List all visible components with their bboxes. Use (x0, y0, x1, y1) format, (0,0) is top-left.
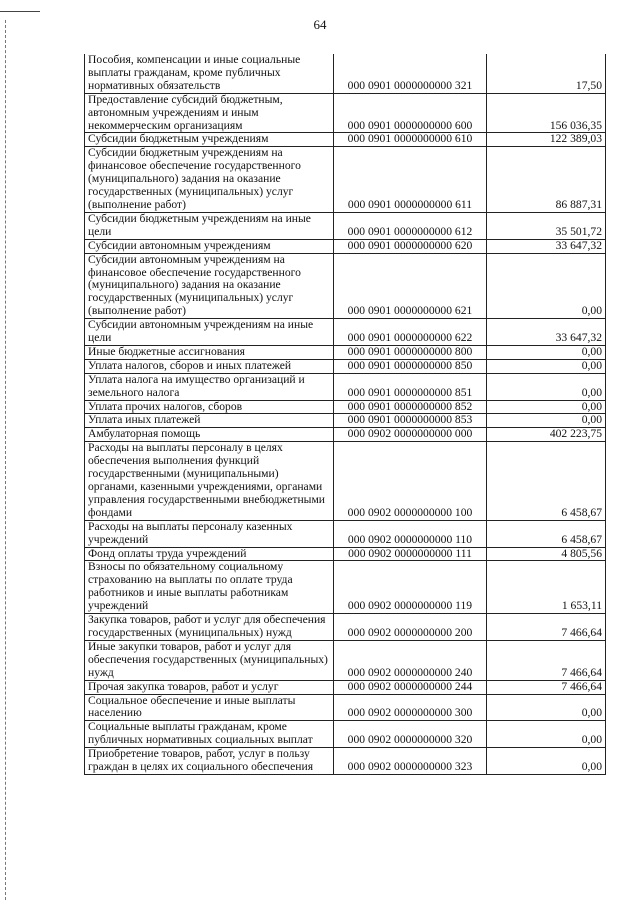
row-code-cell: 000 0902 0000000000 244 (334, 680, 487, 694)
table-row (85, 520, 606, 547)
table-row (85, 414, 606, 428)
row-name-cell: Субсидии автономным учреждениям на финансовое обеспечение государственного (муниципального) задания на оказание государственных (муниципальных) услуг (выполнение работ) (85, 253, 334, 319)
row-name-cell: Амбулаторная помощь (85, 428, 334, 442)
row-amount-cell: 33 647,32 (487, 239, 606, 253)
row-amount-cell: 0,00 (487, 414, 606, 428)
row-amount-cell: 35 501,72 (487, 212, 606, 239)
row-name-cell: Приобретение товаров, работ, услуг в пользу граждан в целях их социального обеспечения (85, 748, 334, 775)
budget-table (84, 54, 606, 775)
row-name-cell: Расходы на выплаты персоналу в целях обеспечения выполнения функций государственными (муниципальными) органами, казенными учреждениями, органами управления государственными внебюджетными фондами (85, 442, 334, 520)
table-row (85, 400, 606, 414)
table-row (85, 147, 606, 213)
table-row (85, 54, 606, 93)
row-code-cell: 000 0901 0000000000 851 (334, 373, 487, 400)
row-code-cell: 000 0902 0000000000 200 (334, 614, 487, 641)
row-name-cell: Социальное обеспечение и иные выплаты населению (85, 694, 334, 721)
row-amount-cell: 7 466,64 (487, 640, 606, 680)
table-row (85, 721, 606, 748)
row-code-cell: 000 0901 0000000000 622 (334, 319, 487, 346)
row-amount-cell: 0,00 (487, 253, 606, 319)
table-row (85, 442, 606, 520)
table-row (85, 373, 606, 400)
row-name-cell: Субсидии бюджетным учреждениям на иные цели (85, 212, 334, 239)
table-row (85, 253, 606, 319)
row-name-cell: Уплата прочих налогов, сборов (85, 400, 334, 414)
table-row (85, 239, 606, 253)
row-amount-cell: 0,00 (487, 359, 606, 373)
row-amount-cell: 33 647,32 (487, 319, 606, 346)
row-code-cell: 000 0902 0000000000 323 (334, 748, 487, 775)
scan-edge-line (5, 20, 6, 900)
row-code-cell: 000 0901 0000000000 321 (334, 54, 487, 93)
row-amount-cell: 0,00 (487, 721, 606, 748)
row-amount-cell: 6 458,67 (487, 442, 606, 520)
row-code-cell: 000 0902 0000000000 119 (334, 561, 487, 614)
row-name-cell: Взносы по обязательному социальному страхованию на выплаты по оплате труда работников и иные выплаты работникам учреждений (85, 561, 334, 614)
row-code-cell: 000 0902 0000000000 000 (334, 428, 487, 442)
row-code-cell: 000 0901 0000000000 610 (334, 133, 487, 147)
row-name-cell: Субсидии бюджетным учреждениям на финансовое обеспечение государственного (муниципального) задания на оказание государственных (муниципальных) услуг (выполнение работ) (85, 147, 334, 213)
table-row (85, 561, 606, 614)
row-name-cell: Предоставление субсидий бюджетным, автономным учреждениям и иным некоммерческим организациям (85, 93, 334, 133)
row-amount-cell: 6 458,67 (487, 520, 606, 547)
table-row (85, 345, 606, 359)
row-name-cell: Уплата налогов, сборов и иных платежей (85, 359, 334, 373)
row-code-cell: 000 0902 0000000000 240 (334, 640, 487, 680)
row-amount-cell: 0,00 (487, 748, 606, 775)
row-code-cell: 000 0901 0000000000 853 (334, 414, 487, 428)
table-row (85, 748, 606, 775)
row-code-cell: 000 0901 0000000000 800 (334, 345, 487, 359)
table-row (85, 694, 606, 721)
row-name-cell: Уплата иных платежей (85, 414, 334, 428)
scan-mark (0, 11, 40, 12)
row-amount-cell: 17,50 (487, 54, 606, 93)
table-row (85, 319, 606, 346)
row-code-cell: 000 0901 0000000000 852 (334, 400, 487, 414)
row-code-cell: 000 0901 0000000000 612 (334, 212, 487, 239)
row-amount-cell: 0,00 (487, 400, 606, 414)
row-name-cell: Пособия, компенсации и иные социальные выплаты гражданам, кроме публичных нормативных обязательств (85, 54, 334, 93)
row-code-cell: 000 0902 0000000000 100 (334, 442, 487, 520)
row-code-cell: 000 0902 0000000000 111 (334, 547, 487, 561)
row-amount-cell: 156 036,35 (487, 93, 606, 133)
row-amount-cell: 4 805,56 (487, 547, 606, 561)
table-row (85, 212, 606, 239)
row-amount-cell: 0,00 (487, 345, 606, 359)
table-row (85, 133, 606, 147)
row-code-cell: 000 0902 0000000000 300 (334, 694, 487, 721)
table-row (85, 428, 606, 442)
page-number: 64 (313, 17, 327, 32)
row-name-cell: Фонд оплаты труда учреждений (85, 547, 334, 561)
table-row (85, 359, 606, 373)
table-row (85, 547, 606, 561)
budget-table-body (85, 54, 606, 774)
row-code-cell: 000 0901 0000000000 611 (334, 147, 487, 213)
row-code-cell: 000 0901 0000000000 600 (334, 93, 487, 133)
table-row (85, 680, 606, 694)
row-amount-cell: 1 653,11 (487, 561, 606, 614)
row-name-cell: Иные закупки товаров, работ и услуг для обеспечения государственных (муниципальных) нужд (85, 640, 334, 680)
row-amount-cell: 122 389,03 (487, 133, 606, 147)
row-name-cell: Расходы на выплаты персоналу казенных учреждений (85, 520, 334, 547)
row-amount-cell: 7 466,64 (487, 680, 606, 694)
row-name-cell: Субсидии бюджетным учреждениям (85, 133, 334, 147)
row-code-cell: 000 0901 0000000000 620 (334, 239, 487, 253)
row-name-cell: Социальные выплаты гражданам, кроме публичных нормативных социальных выплат (85, 721, 334, 748)
row-amount-cell: 86 887,31 (487, 147, 606, 213)
row-code-cell: 000 0902 0000000000 110 (334, 520, 487, 547)
row-code-cell: 000 0902 0000000000 320 (334, 721, 487, 748)
row-name-cell: Закупка товаров, работ и услуг для обеспечения государственных (муниципальных) нужд (85, 614, 334, 641)
row-amount-cell: 402 223,75 (487, 428, 606, 442)
row-amount-cell: 0,00 (487, 694, 606, 721)
row-code-cell: 000 0901 0000000000 621 (334, 253, 487, 319)
row-name-cell: Субсидии автономным учреждениям на иные цели (85, 319, 334, 346)
row-amount-cell: 7 466,64 (487, 614, 606, 641)
table-row (85, 614, 606, 641)
row-name-cell: Уплата налога на имущество организаций и земельного налога (85, 373, 334, 400)
table-row (85, 93, 606, 133)
row-code-cell: 000 0901 0000000000 850 (334, 359, 487, 373)
row-amount-cell: 0,00 (487, 373, 606, 400)
row-name-cell: Иные бюджетные ассигнования (85, 345, 334, 359)
row-name-cell: Субсидии автономным учреждениям (85, 239, 334, 253)
table-row (85, 640, 606, 680)
row-name-cell: Прочая закупка товаров, работ и услуг (85, 680, 334, 694)
